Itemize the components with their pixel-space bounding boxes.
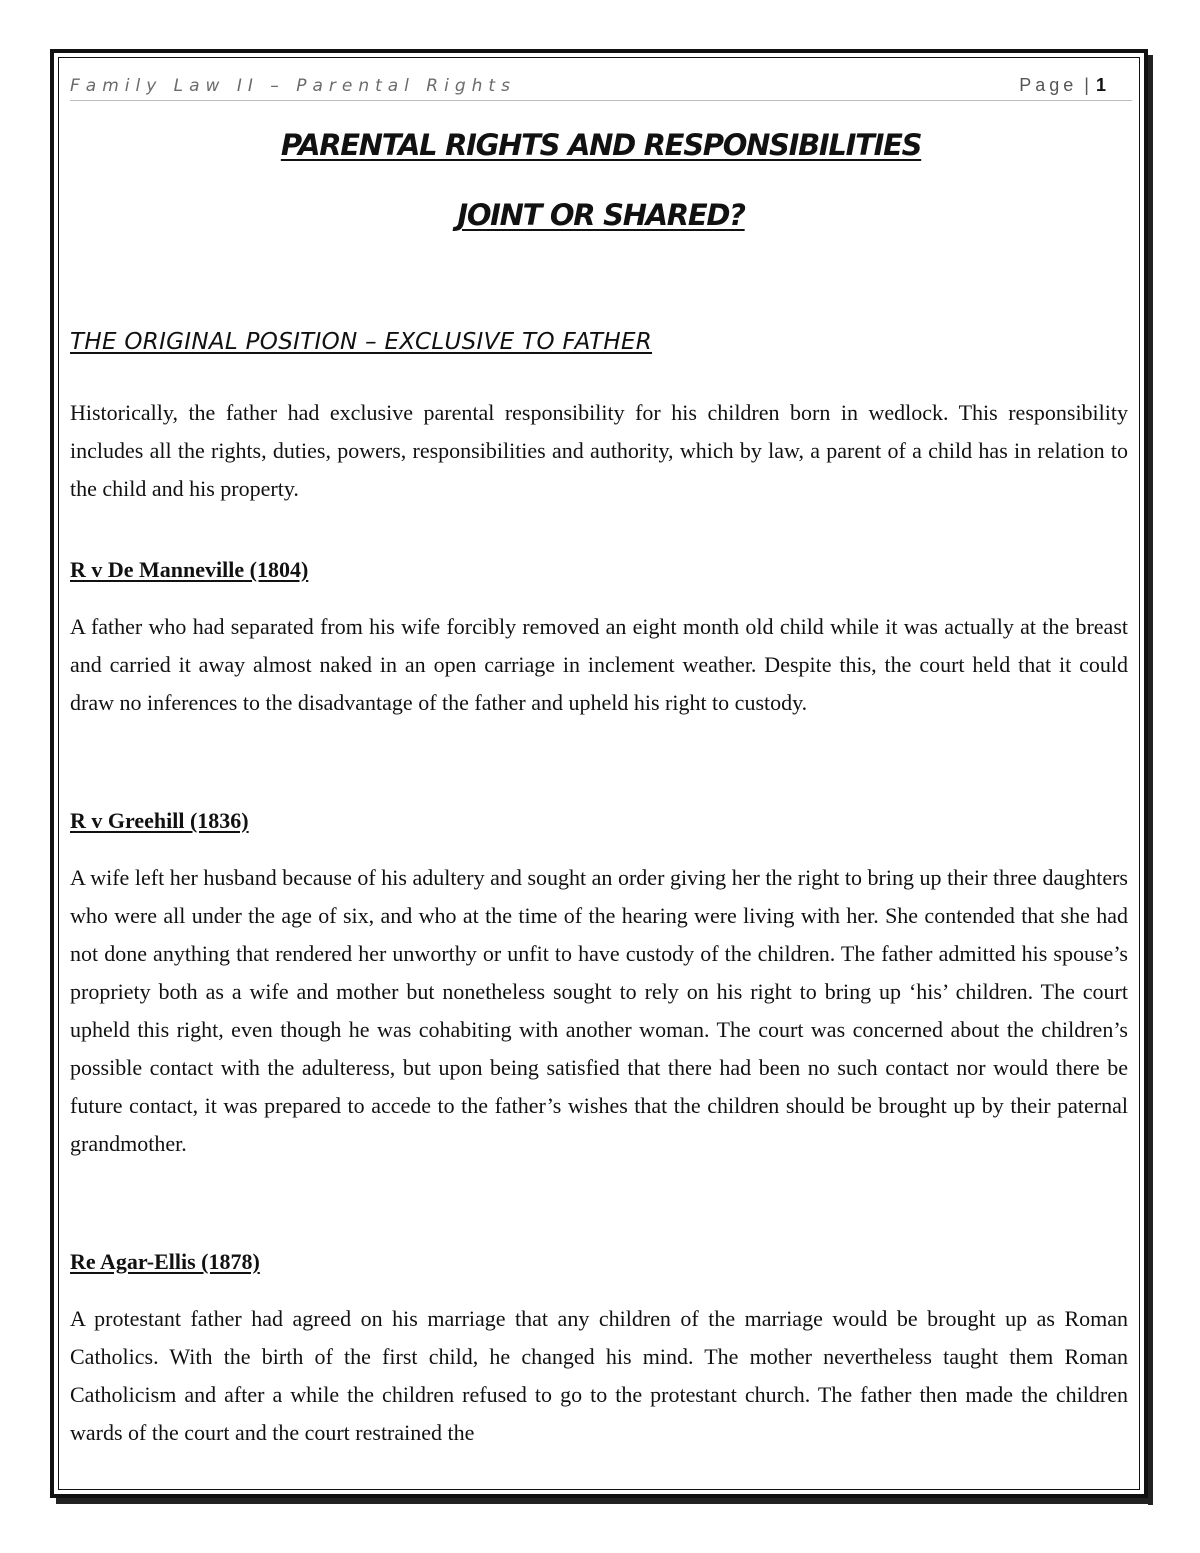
page-label: Page [1019, 75, 1078, 95]
case-heading-greehill: R v Greehill (1836) [70, 808, 249, 833]
page-shadow-bottom [56, 1498, 1153, 1504]
page-header [70, 74, 1132, 101]
case-heading-de-manneville: R v De Manneville (1804) [70, 557, 309, 582]
intro-paragraph: Historically, the father had exclusive parental responsibility for his children born in wedlock. This responsibility includes all the rights, duties, powers, responsibilities and authority, which by law, a parent of a child has in relation to the child and his property. [70, 400, 1128, 501]
running-title: Family Law II – Parental Rights [70, 76, 516, 96]
page-number: 1 [1095, 75, 1106, 95]
section-heading: THE ORIGINAL POSITION – EXCLUSIVE TO FATHER [70, 329, 653, 355]
case-text-agar-ellis: A protestant father had agreed on his marriage that any children of the marriage would be brought up as Roman Catholics. With the birth of the first child, he changed his mind. The mother nevertheless taught them Roman Catholicism and after a while the children refused to go to the protestant church. The father then made the children wards of the court and the court restrained the [70, 1306, 1128, 1445]
page-border-inner [58, 57, 1140, 1490]
document-title-line-1: PARENTAL RIGHTS AND RESPONSIBILITIES [280, 128, 922, 162]
page-separator: | [1084, 75, 1089, 95]
page-shadow-right [1148, 55, 1153, 1505]
case-text-greehill: A wife left her husband because of his adultery and sought an order giving her the right to bring up their three daughters who were all under the age of six, and who at the time of the hearing were living with her. She contended that she had not done anything that rendered her unworthy or unfit to have custody of the children. The father admitted his spouse’s propriety both as a wife and mother but nonetheless sought to rely on his right to bring up ‘his’ children. The court upheld this right, even though he was cohabiting with another woman. The court was concerned about the children’s possible contact with the adulteress, but upon being satisfied that there had been no such contact nor would there be future contact, it was prepared to accede to the father’s wishes that the children should be brought up by their paternal grandmother. [70, 865, 1128, 1156]
document-title-line-2: JOINT OR SHARED? [457, 198, 745, 232]
page-number-label [1019, 75, 1106, 96]
case-heading-agar-ellis: Re Agar-Ellis (1878) [70, 1249, 260, 1274]
case-text-de-manneville: A father who had separated from his wife forcibly removed an eight month old child while it was actually at the breast and carried it away almost naked in an open carriage in inclement weather. Despite this, the court held that it could draw no inferences to the disadvantage of the father and upheld his right to custody. [70, 614, 1128, 715]
